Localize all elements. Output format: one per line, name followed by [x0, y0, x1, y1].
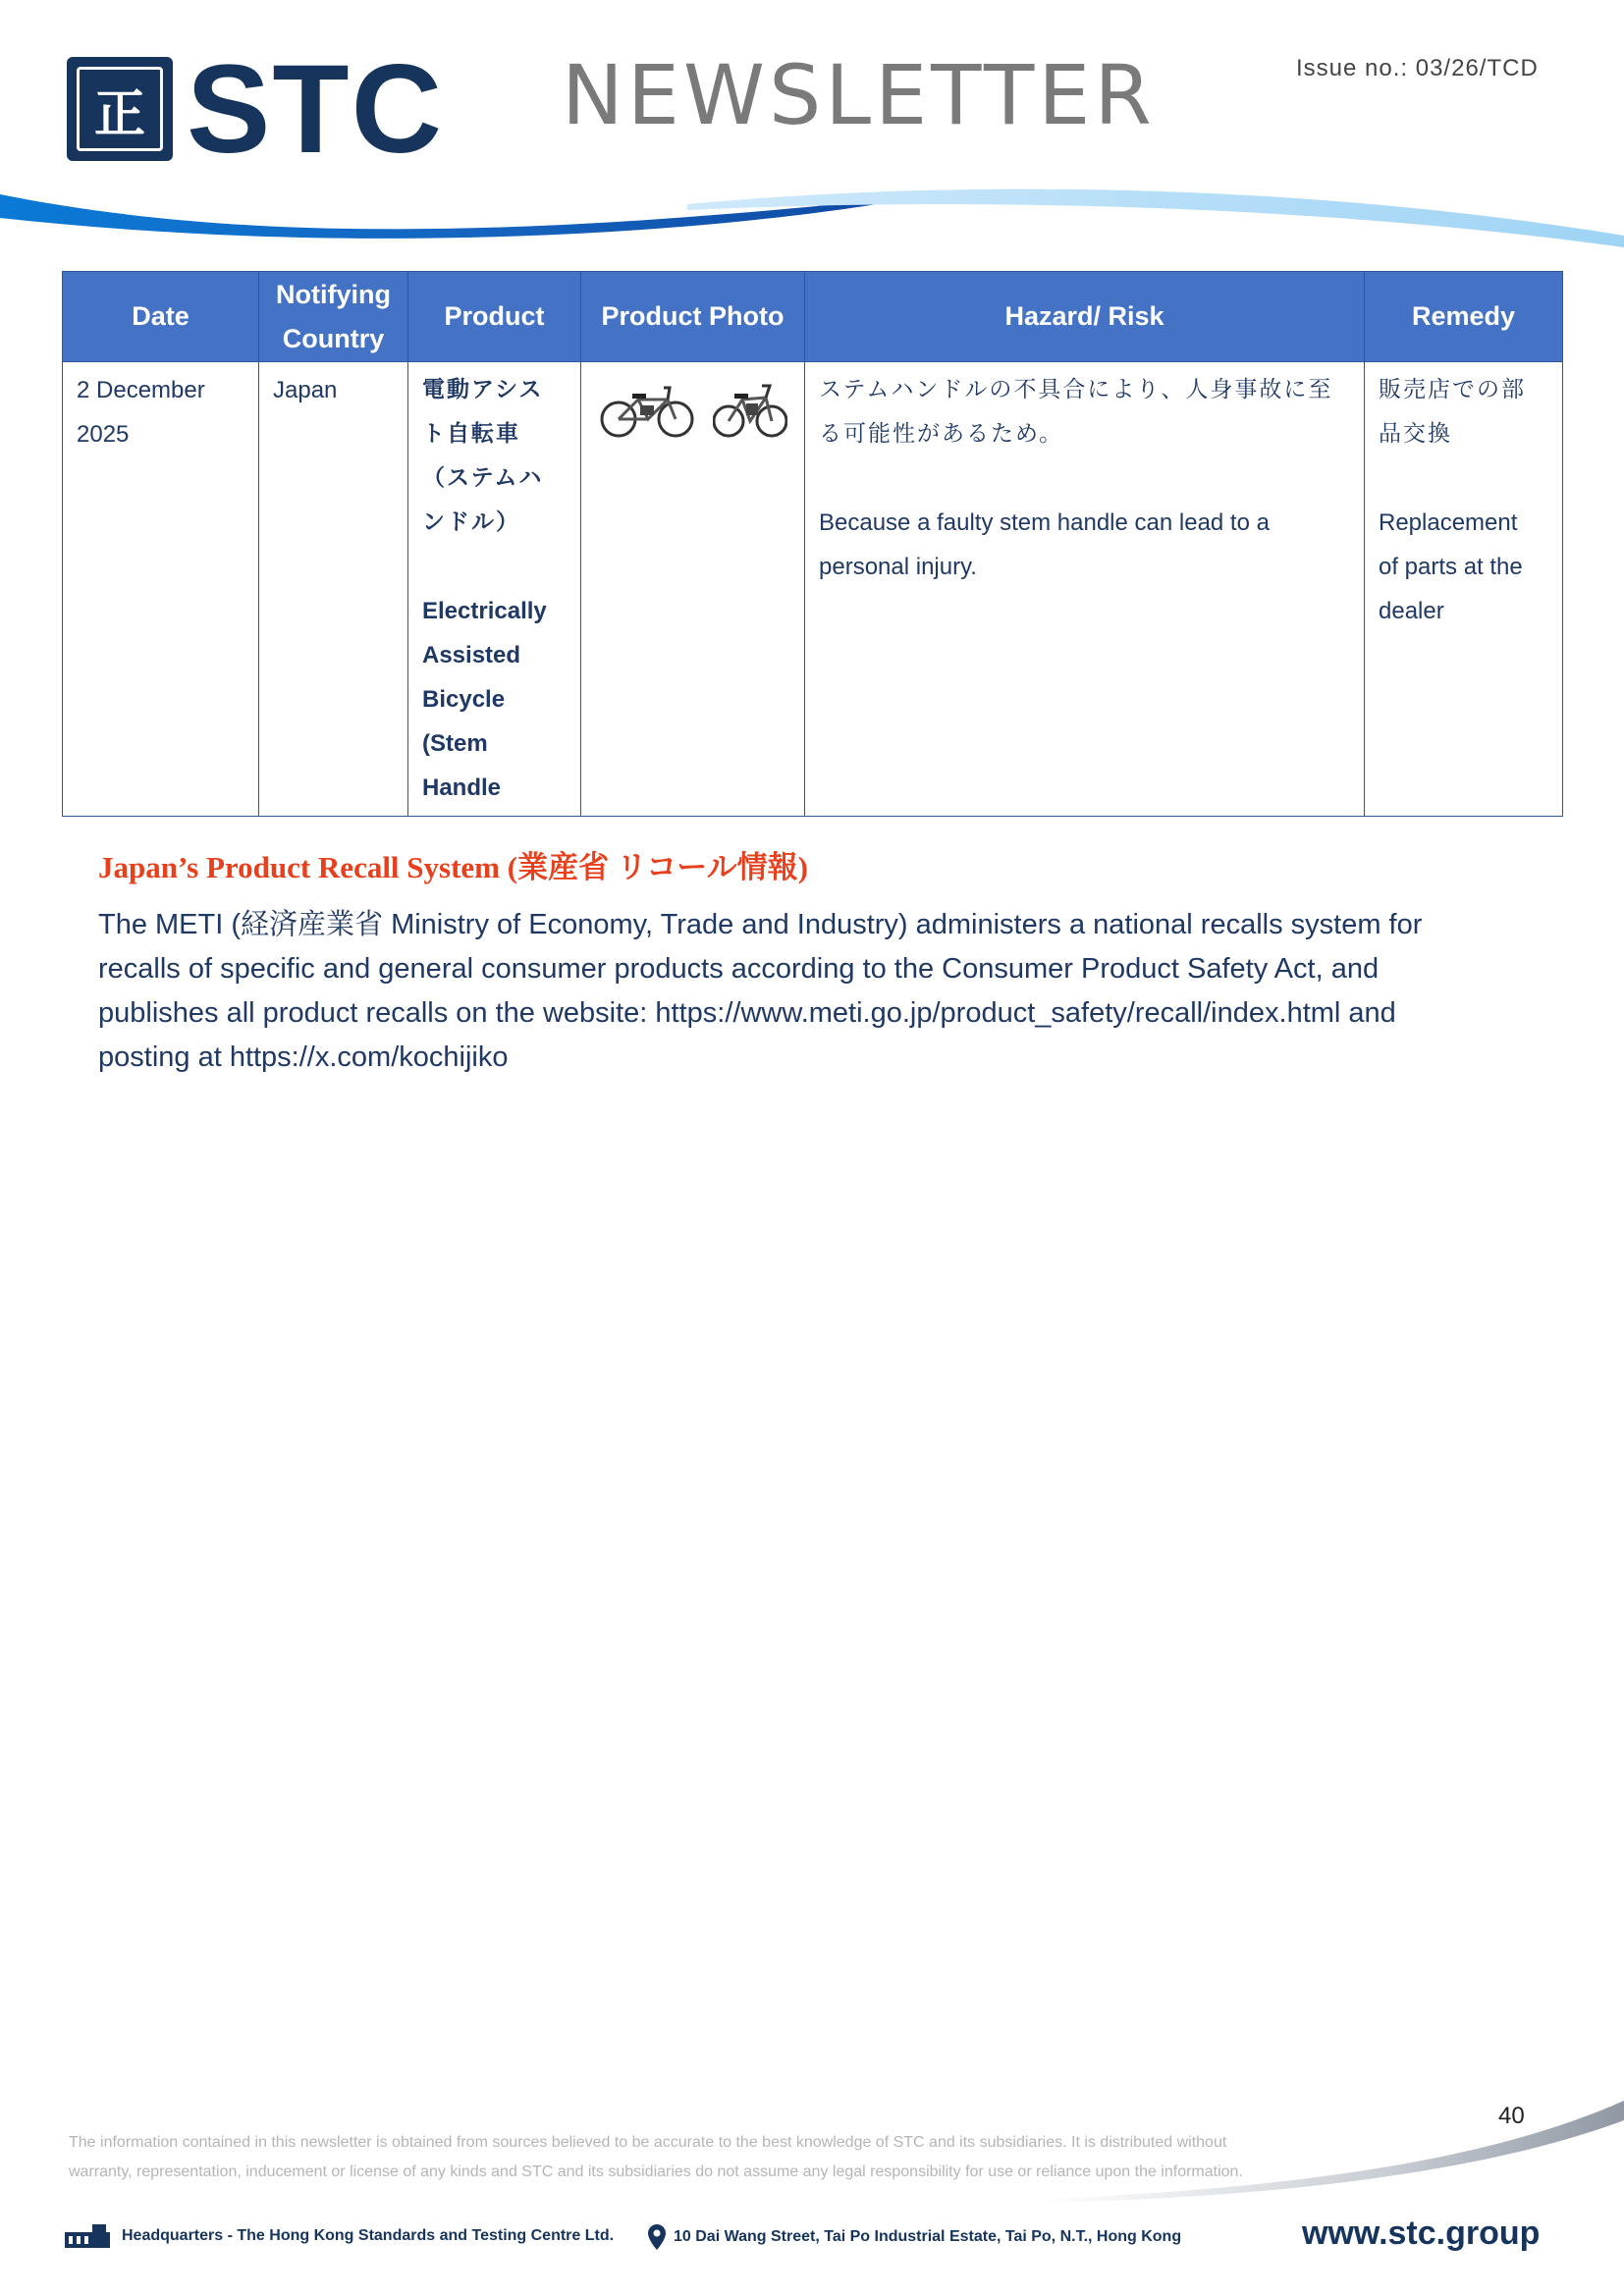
product-en-line5: Handle [422, 774, 502, 801]
cell-country [259, 362, 408, 817]
cell-hazard [805, 362, 1365, 817]
issue-number: Issue no.: 03/26/TCD [1296, 55, 1539, 81]
remedy-en-line2: of parts at the [1379, 554, 1523, 580]
section-body-line2: recalls of specific and general consumer products according to the Consumer Product Safety Act, and [98, 953, 1380, 985]
page-number: 40 [1498, 2103, 1525, 2129]
hazard-jp-line1: ステムハンドルの不具合により、人身事故に至 [819, 377, 1333, 402]
stc-logo-glyph: 正 [93, 83, 145, 144]
section-title: Japan’s Product Recall System (業産省 リコール情報) [98, 850, 808, 884]
header-notifying-country [259, 272, 408, 362]
section-body-line3: publishes all product recalls on the website: https://www.meti.go.jp/product_safety/recall/index.html and [98, 997, 1396, 1029]
hazard-en-line1: Because a faulty stem handle can lead to a [819, 509, 1270, 536]
product-en-line3: Bicycle [422, 686, 506, 713]
hq-text: Headquarters - The Hong Kong Standards and Testing Centre Ltd. [122, 2227, 615, 2244]
disclaimer-line2: warranty, representation, inducement or license of any kinds and STC and its subsidiaries do not assume any legal responsibility for use or reliance upon the information. [69, 2163, 1243, 2180]
section-body-line1: The METI (経済産業省 Ministry of Economy, Trade and Industry) administers a national recalls system for [98, 909, 1423, 940]
recall-table [62, 271, 1563, 817]
bicycle-photo-1 [599, 378, 695, 439]
product-en-line1: Electrically [422, 598, 547, 624]
header-product-photo: Product Photo [581, 272, 805, 362]
header-country-line2: Country [282, 323, 385, 353]
remedy-en-line3: dealer [1379, 598, 1444, 624]
date-line1: 2 December [77, 377, 205, 403]
product-en-line2: Assisted [422, 642, 521, 668]
product-jp-line3: （ステムハ [422, 465, 544, 491]
table-header-row [63, 272, 1563, 362]
product-jp-line1: 電動アシス [422, 377, 544, 402]
location-pin-icon [648, 2224, 666, 2250]
remedy-jp-line2: 品交換 [1379, 421, 1452, 447]
date-line2: 2025 [77, 421, 130, 448]
country-value: Japan [273, 377, 338, 403]
section-body [98, 903, 1522, 1080]
cell-product [408, 362, 581, 817]
table-row [63, 362, 1563, 817]
website-link[interactable]: www.stc.group [1302, 2215, 1541, 2252]
footer-headquarters [63, 2224, 614, 2248]
newsletter-title: NEWSLETTER [562, 47, 1156, 143]
stc-logo-mark [67, 57, 173, 161]
cell-remedy [1365, 362, 1563, 817]
product-jp-line4: ンドル） [422, 509, 520, 535]
header-product: Product [408, 272, 581, 362]
header-hazard: Hazard/ Risk [805, 272, 1365, 362]
header-date: Date [63, 272, 259, 362]
hazard-jp-line2: る可能性があるため。 [819, 421, 1064, 447]
product-jp-line2: ト自転車 [422, 421, 520, 447]
bicycle-photo-2 [713, 378, 787, 439]
hazard-en-line2: personal injury. [819, 554, 977, 580]
header-swoosh [0, 177, 1624, 265]
footer-address [648, 2224, 1181, 2250]
section-body-line4: posting at https://x.com/kochijiko [98, 1041, 509, 1073]
disclaimer [69, 2128, 1306, 2187]
product-en-line4: (Stem [422, 730, 488, 757]
address-text: 10 Dai Wang Street, Tai Po Industrial Estate, Tai Po, N.T., Hong Kong [674, 2228, 1182, 2245]
cell-product-photo [581, 362, 805, 817]
stc-logo-text: STC [187, 39, 444, 180]
stc-logo [67, 39, 467, 180]
header-remedy: Remedy [1365, 272, 1563, 362]
building-icon [63, 2224, 112, 2248]
remedy-en-line1: Replacement [1379, 509, 1518, 536]
header-country-line1: Notifying [276, 279, 391, 309]
cell-date [63, 362, 259, 817]
disclaimer-line1: The information contained in this newsletter is obtained from sources believed to be accurate to the best knowledge of STC and its subsidiaries. It is distributed without [69, 2134, 1227, 2151]
remedy-jp-line1: 販売店での部 [1379, 377, 1526, 402]
